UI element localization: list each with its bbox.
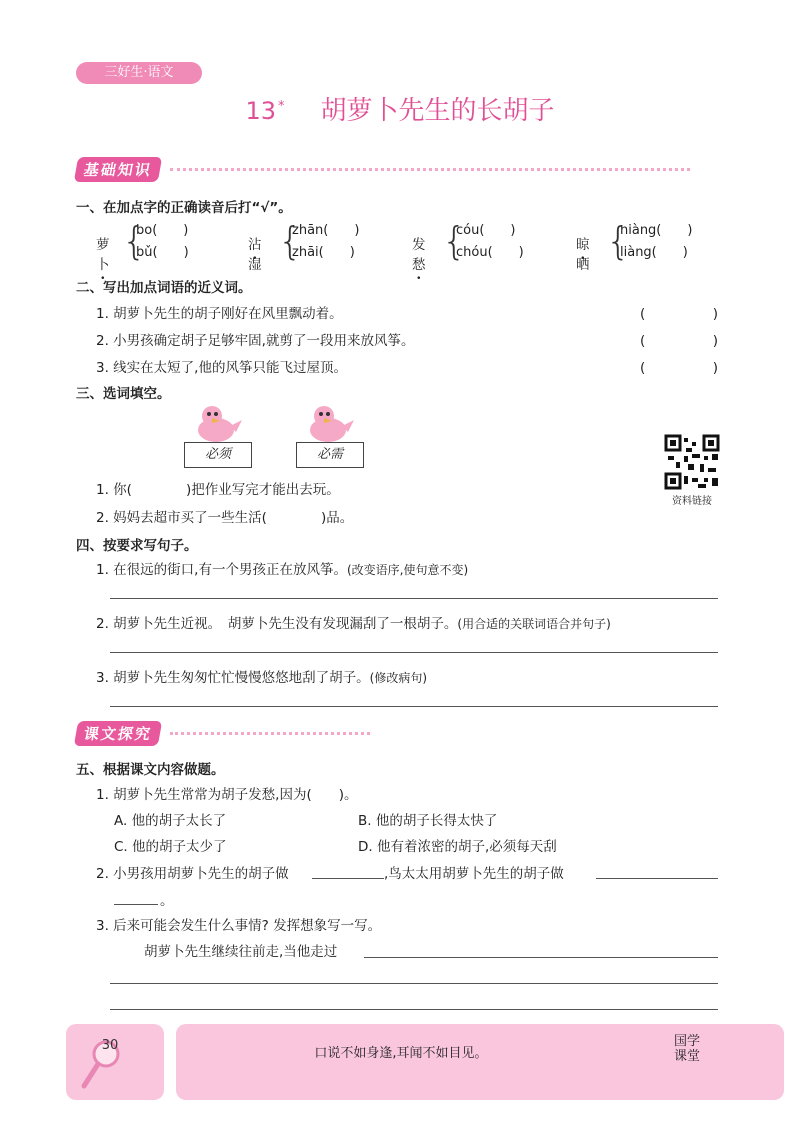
option-d[interactable]: D. 他有着浓密的胡子,必须每天刮 (358, 839, 557, 855)
question-1-title: 一、在加点字的正确读音后打“√”。 (76, 200, 292, 216)
cartoon-bird-icon (190, 404, 246, 444)
series-tag: 三好生·语文 (76, 62, 202, 84)
footer-quote-panel (176, 1024, 784, 1100)
footer-quote: 口说不如身逢,耳闻不如目见。 (314, 1046, 488, 1061)
q2-answer-blank[interactable]: ( ) (640, 360, 719, 376)
footer-left-panel (66, 1024, 164, 1100)
q2-item-3: 3. 线实在太短了,他的风筝只能飞过屋顶。 (96, 360, 347, 376)
q4-item-1: 1. 在很远的街口,有一个男孩正在放风筝。(改变语序,使句意不变) (96, 562, 469, 578)
option-c[interactable]: C. 他的胡子太少了 (114, 839, 227, 855)
q3-item-2: 2. 妈妈去超市买了一些生活( )品。 (96, 510, 354, 526)
word-card-bixu2: 必需 (296, 442, 364, 468)
pinyin-row: 萝卜 { bo( ) bǔ( ) 沾湿 { zhān( ) zhāi( ) 发愁 { cóu( ) chóu( ) 晾晒 { niàng( ) liàng( ) (96, 219, 693, 273)
section-banner-basics: 基础知识 (76, 156, 690, 182)
question-4-title: 四、按要求写句子。 (76, 538, 198, 554)
q5-sub-1: 1. 胡萝卜先生常常为胡子发愁,因为( )。 (96, 787, 358, 803)
answer-line[interactable] (110, 706, 718, 707)
lesson-title: 胡萝卜先生的长胡子 (320, 96, 555, 126)
q2-item-1: 1. 胡萝卜先生的胡子刚好在风里飘动着。 (96, 306, 343, 322)
qr-label: 资料链接 (672, 496, 712, 507)
answer-line[interactable] (110, 598, 718, 599)
question-5-title: 五、根据课文内容做题。 (76, 762, 225, 778)
answer-line[interactable] (110, 1009, 718, 1010)
page-number: 30 (101, 1038, 119, 1053)
q2-item-2: 2. 小男孩确定胡子足够牢固,就剪了一段用来放风筝。 (96, 333, 415, 349)
answer-line[interactable] (110, 652, 718, 653)
q3-item-1: 1. 你( )把作业写完才能出去玩。 (96, 482, 340, 498)
cartoon-bird-icon (302, 404, 358, 444)
q4-item-3: 3. 胡萝卜先生匆匆忙忙慢慢悠悠地刮了胡子。(修改病句) (96, 670, 428, 686)
answer-line[interactable] (110, 983, 718, 984)
question-3-title: 三、选词填空。 (76, 386, 171, 402)
answer-line[interactable] (364, 957, 718, 958)
q5-sub-3-start: 胡萝卜先生继续往前走,当他走过 (144, 944, 338, 960)
word-card-bixu: 必须 (184, 442, 252, 468)
q5-sub-3: 3. 后来可能会发生什么事情? 发挥想象写一写。 (96, 918, 382, 934)
q5-sub-2c: 。 (160, 893, 174, 909)
qr-code-icon[interactable] (664, 434, 720, 490)
answer-line[interactable] (312, 878, 384, 879)
q2-answer-blank[interactable]: ( ) (640, 306, 719, 322)
q5-sub-2a: 2. 小男孩用胡萝卜先生的胡子做 (96, 866, 289, 882)
q4-item-2: 2. 胡萝卜先生近视。 胡萝卜先生没有发现漏刮了一根胡子。(用合适的关联词语合并句子) (96, 616, 611, 632)
question-2-title: 二、写出加点词语的近义词。 (76, 280, 252, 296)
q5-sub-2b: ,鸟太太用胡萝卜先生的胡子做 (384, 866, 564, 882)
page-title (0, 90, 800, 127)
option-a[interactable]: A. 他的胡子太长了 (114, 813, 227, 829)
answer-line[interactable] (114, 904, 158, 905)
answer-line[interactable] (596, 878, 718, 879)
section-banner-explore: 课文探究 (76, 720, 370, 746)
option-b[interactable]: B. 他的胡子长得太快了 (358, 813, 498, 829)
q2-answer-blank[interactable]: ( ) (640, 333, 719, 349)
brand-logo: 国学 课堂 (674, 1034, 701, 1064)
lesson-number: 13 * (245, 97, 285, 125)
